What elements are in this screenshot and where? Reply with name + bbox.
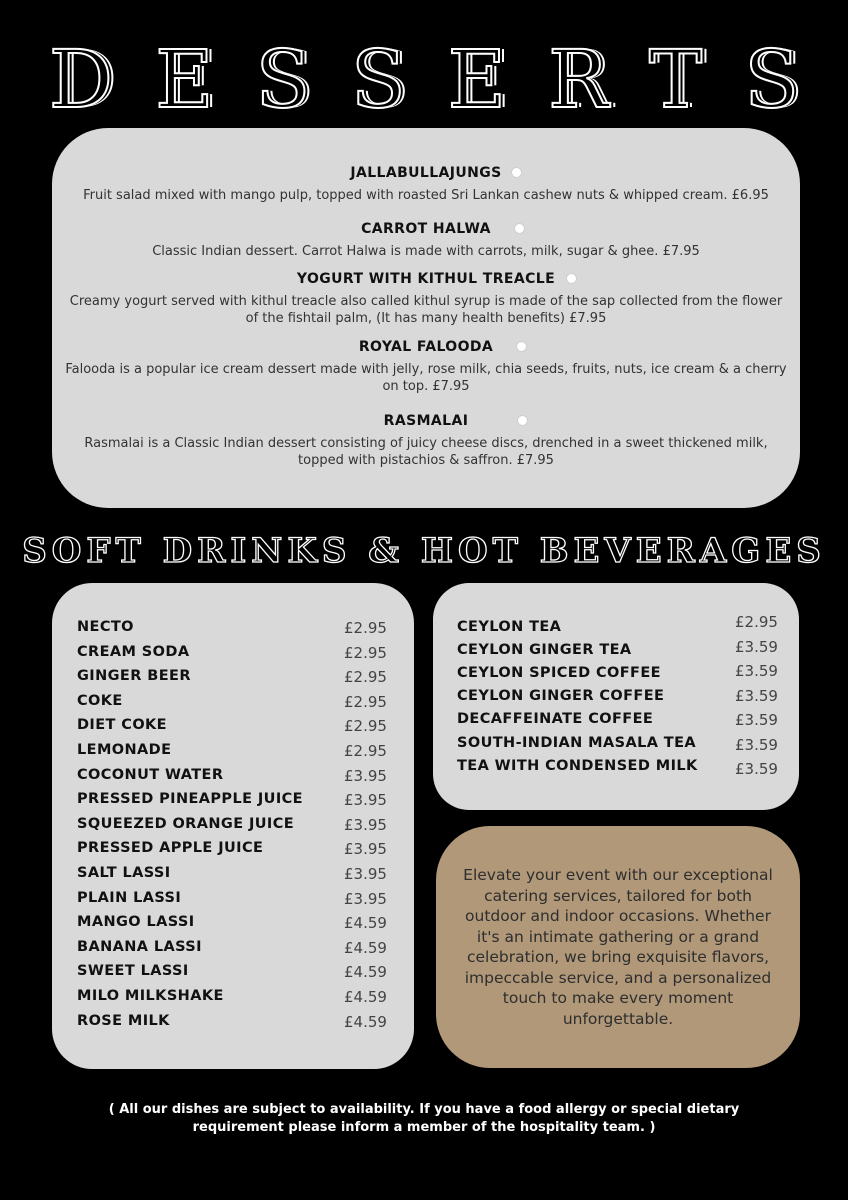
dessert-name [361, 221, 491, 237]
dessert-item [52, 162, 800, 204]
hot-beverage-price: £3.59 [735, 662, 778, 680]
soft-drink-price: £4.59 [344, 914, 387, 933]
dessert-name [359, 339, 493, 355]
soft-drink-name: PRESSED PINEAPPLE JUICE [77, 791, 303, 808]
soft-drink-price: £2.95 [344, 668, 387, 687]
dessert-name [297, 271, 555, 287]
hot-beverage-price: £3.59 [735, 686, 778, 705]
catering-text: Elevate your event with our exceptional catering services, tailored for both outdoor and indoor occasions. Whether it's an intimate gathering or a grand celebration, we bring exquisite flavors, impeccable service, and a personalized touch to make every moment unforgettable. [463, 866, 773, 1028]
soft-drink-name: MANGO LASSI [77, 914, 195, 931]
dessert-item [52, 268, 800, 327]
soft-drink-price: £4.59 [344, 938, 387, 957]
soft-drink-name: DIET COKE [77, 717, 167, 734]
soft-drink-price: £2.95 [344, 692, 387, 711]
catering-promo [436, 826, 800, 1068]
soft-drink-price: £2.95 [344, 742, 387, 760]
dessert-name [350, 165, 501, 181]
soft-drink-name: SQUEEZED ORANGE JUICE [77, 815, 295, 832]
hot-beverage-name: CEYLON SPICED COFFEE [457, 665, 661, 682]
radio-circle-icon[interactable] [511, 167, 522, 178]
dessert-description: Creamy yogurt served with kithul treacle also called kithul syrup is made of the sap collected from the flower of the fishtail palm, (It has many health benefits) £7.95 [69, 294, 783, 326]
hot-beverage-name: DECAFFEINATE COFFEE [457, 711, 654, 728]
soft-drink-price: £3.95 [344, 865, 387, 883]
soft-drink-name: CREAM SODA [77, 643, 190, 660]
soft-drink-name: MILO MILKSHAKE [77, 988, 224, 1004]
soft-drink-price: £3.95 [344, 766, 387, 785]
soft-drink-price: £4.59 [344, 1012, 387, 1031]
hot-beverage-price: £3.59 [735, 711, 778, 729]
soft-drink-price: £4.59 [344, 988, 387, 1006]
dessert-name-text: CARROT HALWA [361, 221, 491, 237]
soft-drink-name: ROSE MILK [77, 1012, 170, 1029]
soft-drink-price: £2.95 [344, 643, 387, 662]
soft-drink-name: PRESSED APPLE JUICE [77, 840, 264, 857]
soft-drink-name: LEMONADE [77, 742, 172, 758]
dessert-item [52, 218, 800, 260]
soft-drink-price: £4.59 [344, 963, 387, 982]
soft-drink-name: BANANA LASSI [77, 938, 202, 955]
soft-drink-price: £3.95 [344, 889, 387, 908]
hot-beverage-name: TEA WITH CONDENSED MILK [457, 757, 698, 774]
soft-drink-price: £2.95 [344, 619, 387, 637]
soft-drink-price: £3.95 [344, 815, 387, 834]
soft-drinks-panel [52, 583, 414, 1069]
soft-drink-name: COCONUT WATER [77, 766, 224, 783]
soft-drink-name: NECTO [77, 619, 134, 635]
allergy-notice-line-2: requirement please inform a member of the hospitality team. ) [192, 1120, 656, 1135]
soft-drink-price: £3.95 [344, 840, 387, 859]
soft-drink-name: SALT LASSI [77, 865, 171, 881]
dessert-description: Classic Indian dessert. Carrot Halwa is made with carrots, milk, sugar & ghee. £7.95 [152, 244, 700, 259]
dessert-description: Fruit salad mixed with mango pulp, topped with roasted Sri Lankan cashew nuts & whipped cream. £6.95 [83, 188, 769, 203]
page-title: DESSERTS [48, 33, 842, 126]
dessert-name-text: JALLABULLAJUNGS [350, 165, 502, 181]
soft-drink-price: £3.95 [344, 791, 387, 810]
soft-drink-name: SWEET LASSI [77, 963, 189, 980]
soft-drink-name: COKE [77, 692, 123, 709]
dessert-description: Rasmalai is a Classic Indian dessert consisting of juicy cheese discs, drenched in a sweet thickened milk, topped with pistachios & saffron. £7.95 [84, 436, 768, 468]
hot-beverage-name: CEYLON GINGER COFFEE [457, 688, 665, 705]
section-title: SOFT DRINKS & HOT BEVERAGES [22, 531, 826, 571]
allergy-notice-line-1: ( All our dishes are subject to availability. If you have a food allergy or special dietary [108, 1102, 740, 1117]
dessert-name-text: ROYAL FALOODA [358, 339, 494, 355]
soft-drink-name: GINGER BEER [77, 668, 191, 685]
dessert-item [52, 336, 800, 395]
hot-beverage-name: CEYLON GINGER TEA [457, 642, 632, 659]
hot-beverage-name: SOUTH-INDIAN MASALA TEA [457, 734, 696, 751]
hot-beverage-price: £3.59 [735, 760, 778, 778]
hot-beverage-price: £3.59 [735, 637, 778, 656]
hot-beverage-price: £2.95 [735, 613, 778, 631]
soft-drink-name: PLAIN LASSI [77, 889, 182, 906]
dessert-name-text: RASMALAI [383, 413, 469, 429]
radio-circle-icon[interactable] [566, 273, 577, 284]
radio-circle-icon[interactable] [514, 223, 525, 234]
dessert-name [384, 413, 469, 429]
hot-beverage-name: CEYLON TEA [457, 619, 562, 635]
desserts-panel [52, 128, 800, 508]
dessert-description: Falooda is a popular ice cream dessert made with jelly, rose milk, chia seeds, fruits, nuts, ice cream & a cherry on top. £7.95 [65, 362, 787, 394]
soft-drink-price: £2.95 [344, 717, 387, 736]
radio-circle-icon[interactable] [516, 341, 527, 352]
hot-beverage-price: £3.59 [735, 735, 778, 754]
radio-circle-icon[interactable] [517, 415, 528, 426]
allergy-notice [0, 1101, 848, 1137]
dessert-item [52, 410, 800, 469]
dessert-name-text: YOGURT WITH KITHUL TREACLE [296, 271, 556, 287]
hot-beverages-panel [433, 583, 799, 810]
